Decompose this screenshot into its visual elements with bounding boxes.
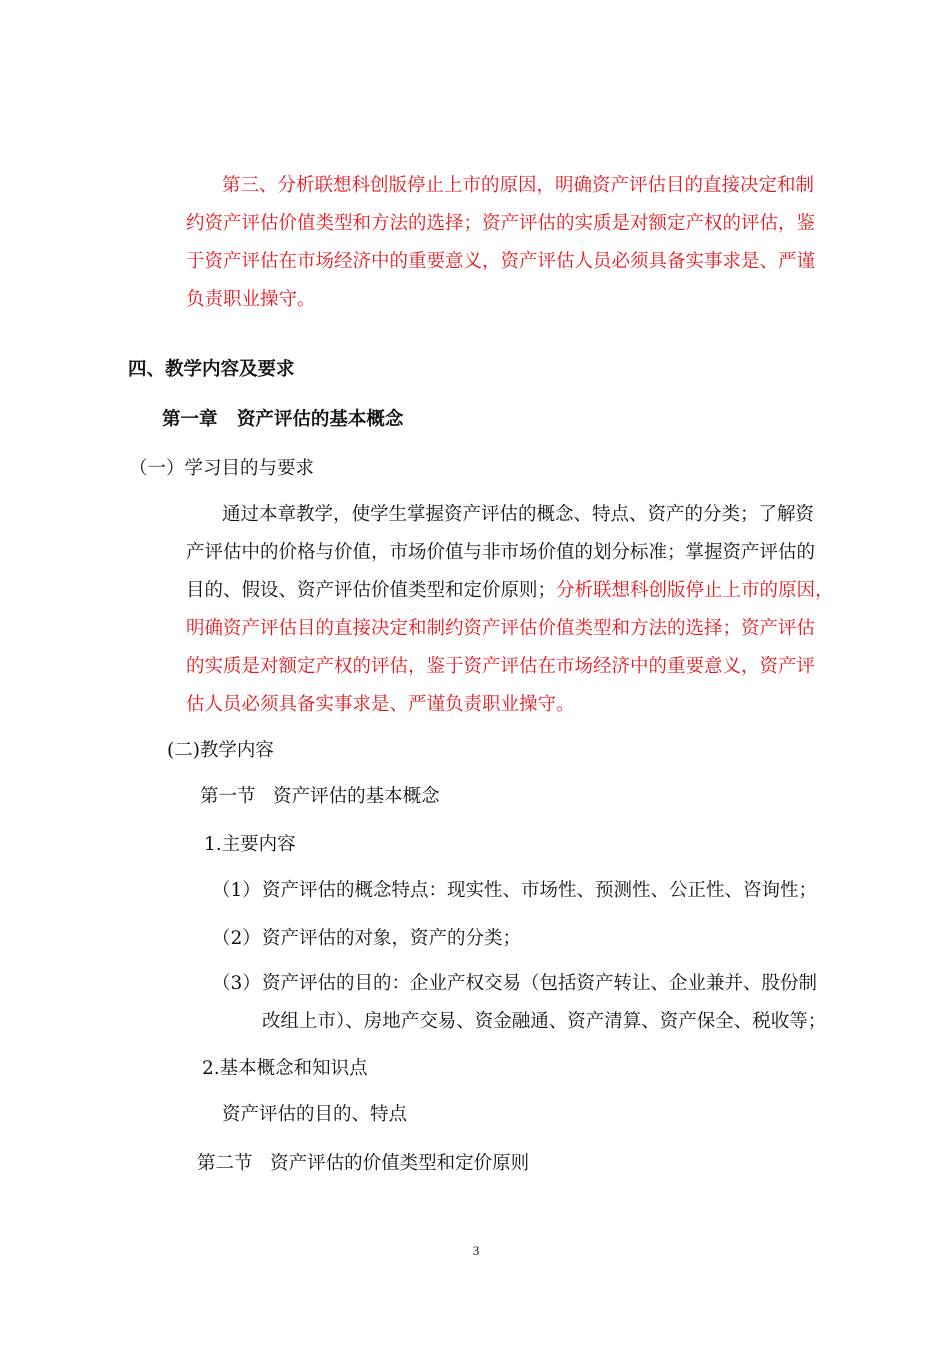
chapter-title: 第一章 资产评估的基本概念 [162,409,404,430]
part1-line-1: 通过本章教学，使学生掌握资产评估的概念、特点、资产的分类；了解资 [222,504,815,525]
part2-heading: (二)教学内容 [167,740,274,761]
part1-line-3-red: 分析联想科创版停止上市的原因， [556,580,834,601]
section-1-title: 第一节 资产评估的基本概念 [200,786,440,807]
item-1-text: 资产评估的概念特点：现实性、市场性、预测性、公正性、咨询性； [262,880,818,901]
part1-line-3 [186,578,834,604]
item-3-text-line-2: 改组上市）、房地产交易、资金融通、资产清算、资产保全、税收等； [262,1011,827,1032]
section-2-title: 第二节 资产评估的价值类型和定价原则 [197,1153,530,1174]
basic-concepts-heading: 2.基本概念和知识点 [202,1058,368,1079]
item-2-number: （2） [212,928,261,949]
part1-line-3-black: 目的、假设、资产评估价值类型和定价原则； [186,580,557,601]
intro-line-3: 于资产评估在市场经济中的重要意义，资产评估人员必须具备实事求是、严谨 [186,251,816,272]
basic-concepts-text: 资产评估的目的、特点 [222,1104,408,1125]
page-number: 3 [472,1243,480,1258]
item-3-text-line-1: 资产评估的目的：企业产权交易（包括资产转让、企业兼并、股份制 [262,973,818,994]
item-1-number: （1） [212,880,261,901]
section-title: 四、教学内容及要求 [128,359,295,380]
intro-line-1: 第三、分析联想科创版停止上市的原因，明确资产评估目的直接决定和制 [222,175,815,196]
item-3-number: （3） [212,973,261,994]
part1-line-5: 的实质是对额定产权的评估，鉴于资产评估在市场经济中的重要意义，资产评 [186,656,816,677]
intro-line-2: 约资产评估价值类型和方法的选择；资产评估的实质是对额定产权的评估，鉴 [186,213,816,234]
part1-line-6: 估人员必须具备实事求是、严谨负责职业操守。 [186,694,575,715]
part1-line-2: 产评估中的价格与价值，市场价值与非市场价值的划分标准；掌握资产评估的 [186,542,816,563]
part1-heading: （一）学习目的与要求 [129,458,315,479]
main-content-heading: 1.主要内容 [204,834,296,855]
item-2-text: 资产评估的对象，资产的分类； [262,928,522,949]
part1-line-4: 明确资产评估目的直接决定和制约资产评估价值类型和方法的选择；资产评估 [186,618,816,639]
intro-line-4: 负责职业操守。 [186,289,316,310]
